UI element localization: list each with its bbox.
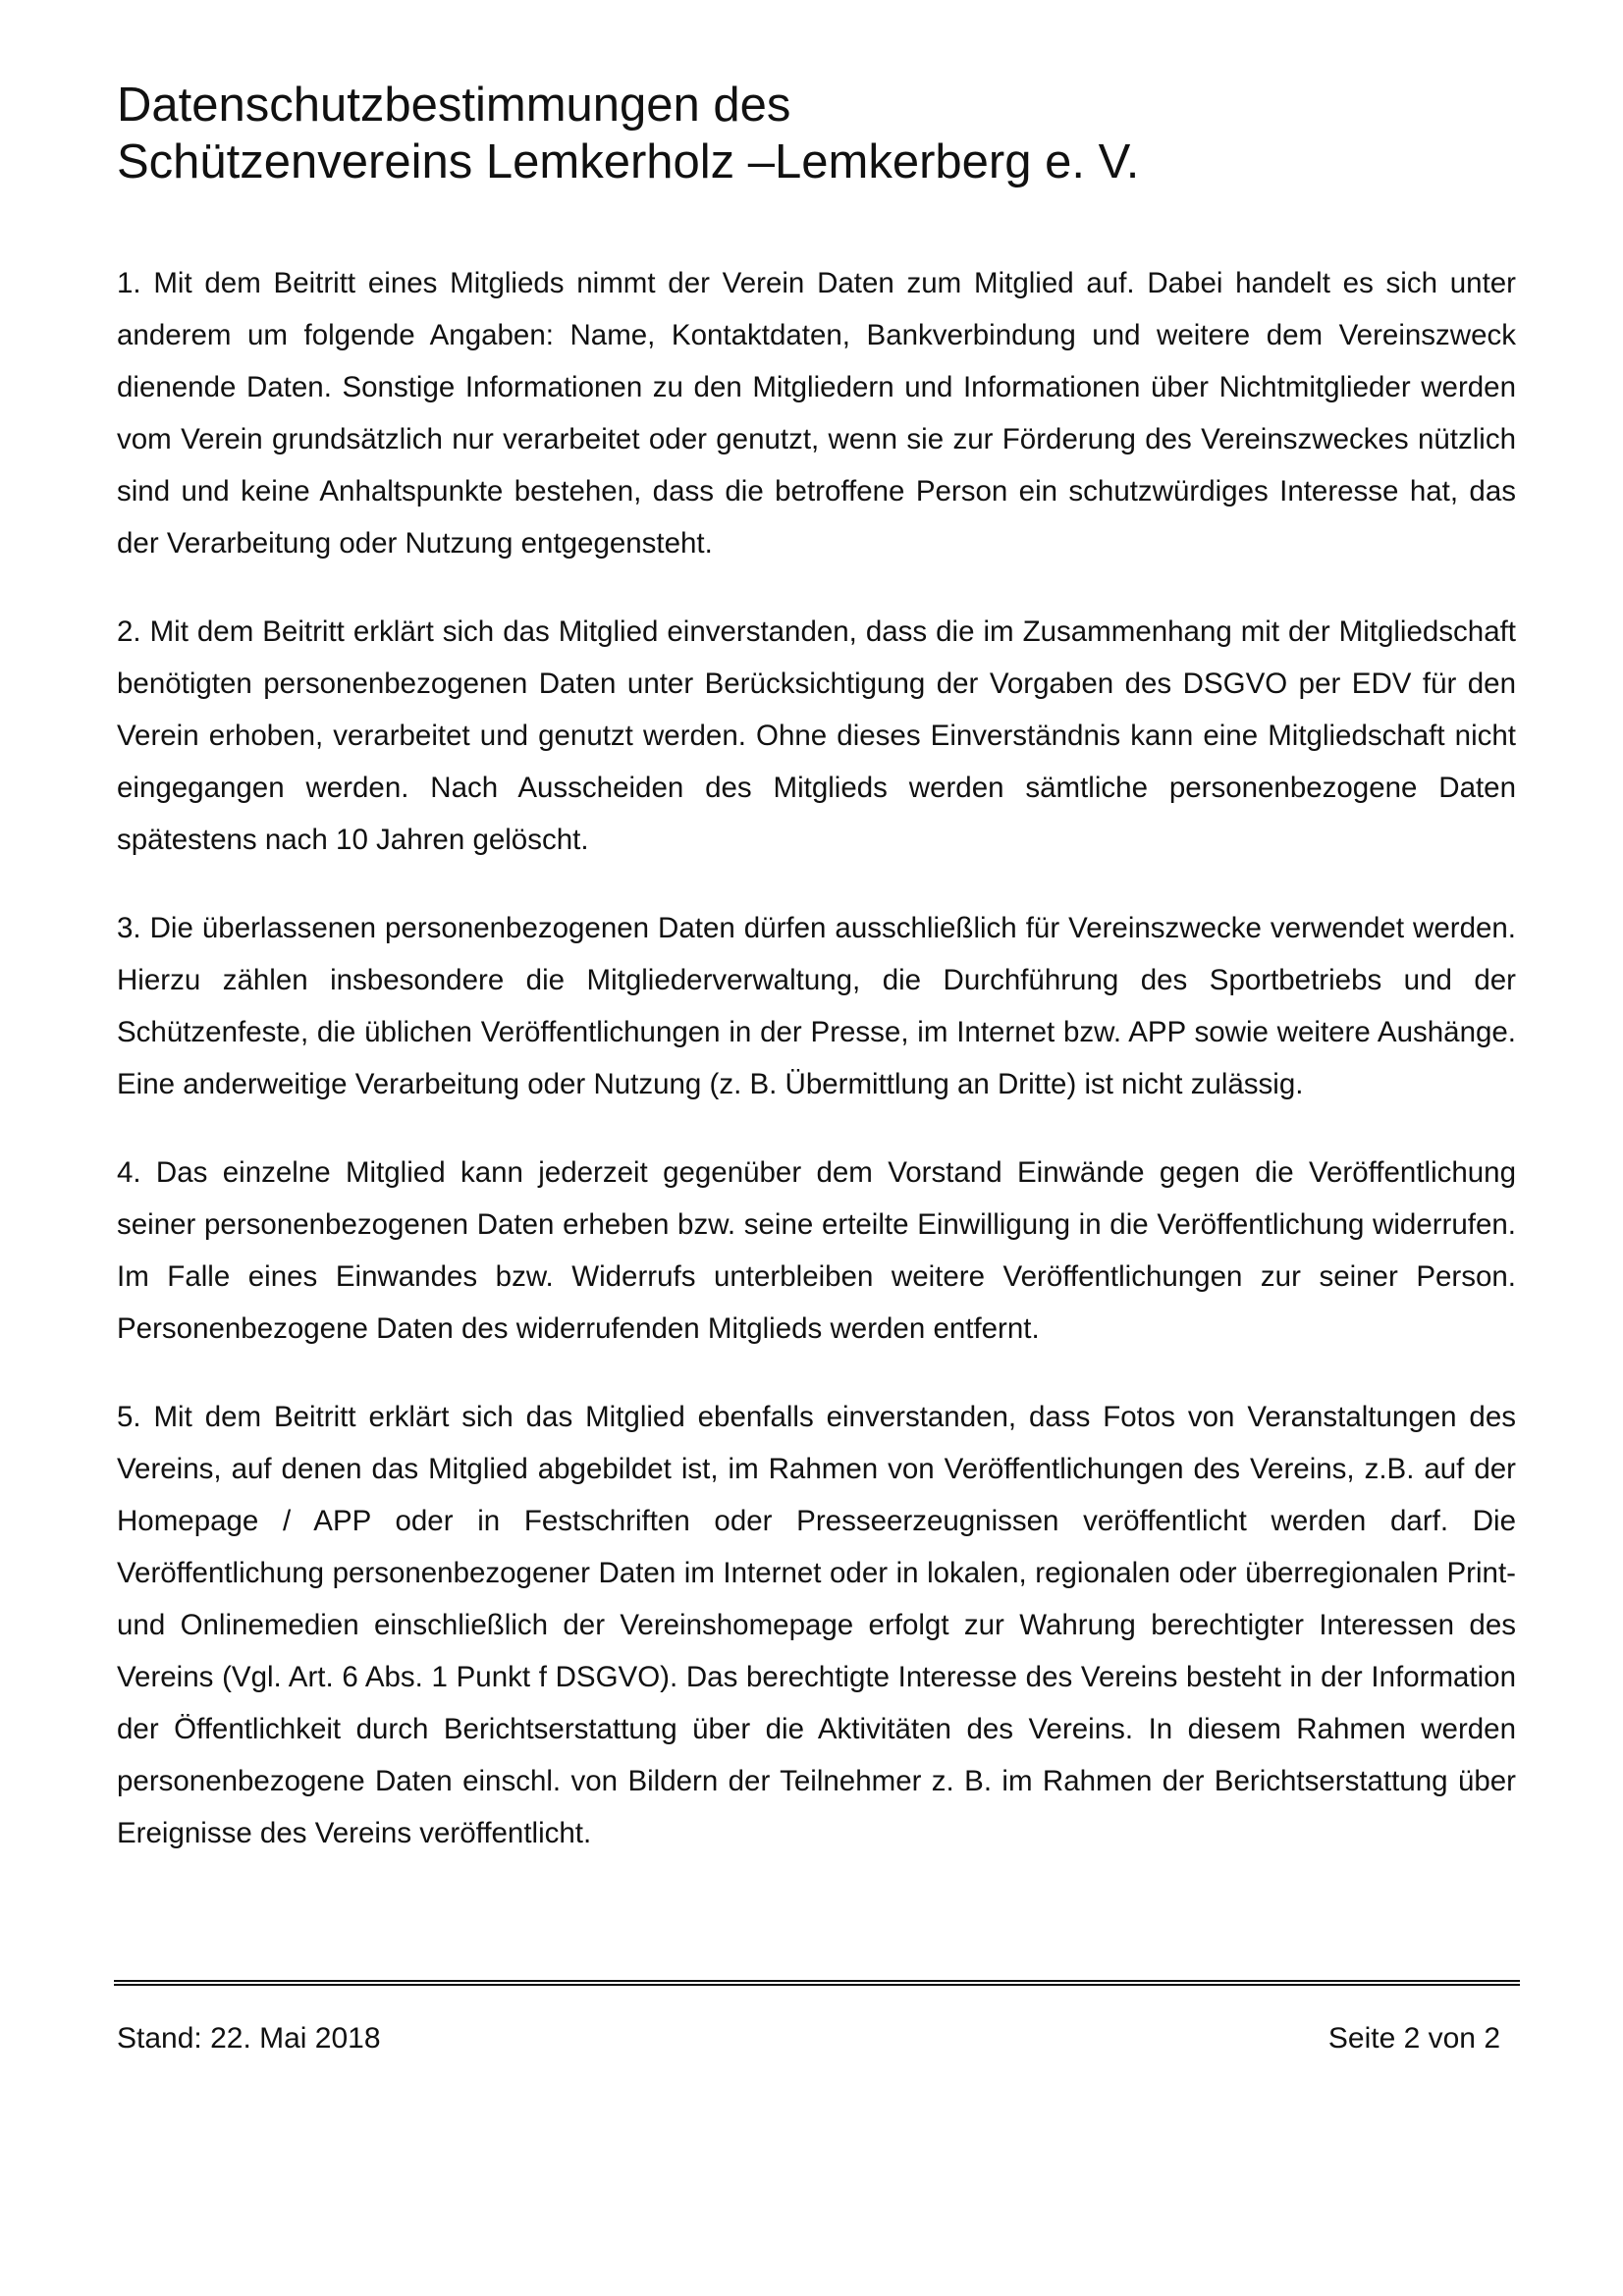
footer-divider [114, 1980, 1520, 1986]
paragraph-5: 5. Mit dem Beitritt erklärt sich das Mitglied ebenfalls einverstanden, dass Fotos von Veranstaltungen des Vereins, auf denen das Mitglied abgebildet ist, im Rahmen von Veröffentlichungen des Vereins, z.B. auf der Homepage / APP oder in Festschriften oder Presseerzeugnissen veröffentlicht werden darf. Die Veröffentlichung personenbezogener Daten im Internet oder in lokalen, regionalen oder überregionalen Print- und Onlinemedien einschließlich der Vereinshomepage erfolgt zur Wahrung berechtigter Interessen des Vereins (Vgl. Art. 6 Abs. 1 Punkt f DSGVO). Das berechtigte Interesse des Vereins besteht in der Information der Öffentlichkeit durch Berichtserstattung über die Aktivitäten des Vereins. In diesem Rahmen werden personenbezogene Daten einschl. von Bildern der Teilnehmer z. B. im Rahmen der Berichtserstattung über Ereignisse des Vereins veröffentlicht. [117, 1401, 1516, 1849]
paragraph-3: 3. Die überlassenen personenbezogenen Daten dürfen ausschließlich für Vereinszwecke verwendet werden. Hierzu zählen insbesondere die Mitgliederverwaltung, die Durchführung des Sportbetriebs und der Schützenfeste, die üblichen Veröffentlichungen in der Presse, im Internet bzw. APP sowie weitere Aushänge. Eine anderweitige Verarbeitung oder Nutzung (z. B. Übermittlung an Dritte) ist nicht zulässig. [117, 912, 1516, 1100]
page-title [117, 77, 1511, 190]
paragraph-2: 2. Mit dem Beitritt erklärt sich das Mitglied einverstanden, dass die im Zusammenhang mit der Mitgliedschaft benötigten personenbezogenen Daten unter Berücksichtigung der Vorgaben des DSGVO per EDV für den Verein erhoben, verarbeitet und genutzt werden. Ohne dieses Einverständnis kann eine Mitgliedschaft nicht eingegangen werden. Nach Ausscheiden des Mitglieds werden sämtliche personenbezogene Daten spätestens nach 10 Jahren gelöscht. [117, 615, 1516, 856]
footer-date: Stand: 22. Mai 2018 [117, 2022, 381, 2055]
title-line-2: Schützenvereins Lemkerholz –Lemkerberg e. V. [117, 135, 1140, 188]
paragraph-1: 1. Mit dem Beitritt eines Mitglieds nimmt der Verein Daten zum Mitglied auf. Dabei handelt es sich unter anderem um folgende Angaben: Name, Kontaktdaten, Bankverbindung und weitere dem Vereinszweck dienende Daten. Sonstige Informationen zu den Mitgliedern und Informationen über Nichtmitglieder werden vom Verein grundsätzlich nur verarbeitet oder genutzt, wenn sie zur Förderung des Vereinszweckes nützlich sind und keine Anhaltspunkte bestehen, dass die betroffene Person ein schutzwürdiges Interesse hat, das der Verarbeitung oder Nutzung entgegensteht. [117, 267, 1516, 560]
footer-page-number: Seite 2 von 2 [1327, 2022, 1500, 2055]
document-body [117, 257, 1516, 1896]
title-line-1: Datenschutzbestimmungen des [117, 79, 791, 132]
paragraph-4: 4. Das einzelne Mitglied kann jederzeit gegenüber dem Vorstand Einwände gegen die Veröffentlichung seiner personenbezogenen Daten erheben bzw. seine erteilte Einwilligung in die Veröffentlichung widerrufen. Im Falle eines Einwandes bzw. Widerrufs unterbleiben weitere Veröffentlichungen zur seiner Person. Personenbezogene Daten des widerrufenden Mitglieds werden entfernt. [117, 1156, 1516, 1345]
